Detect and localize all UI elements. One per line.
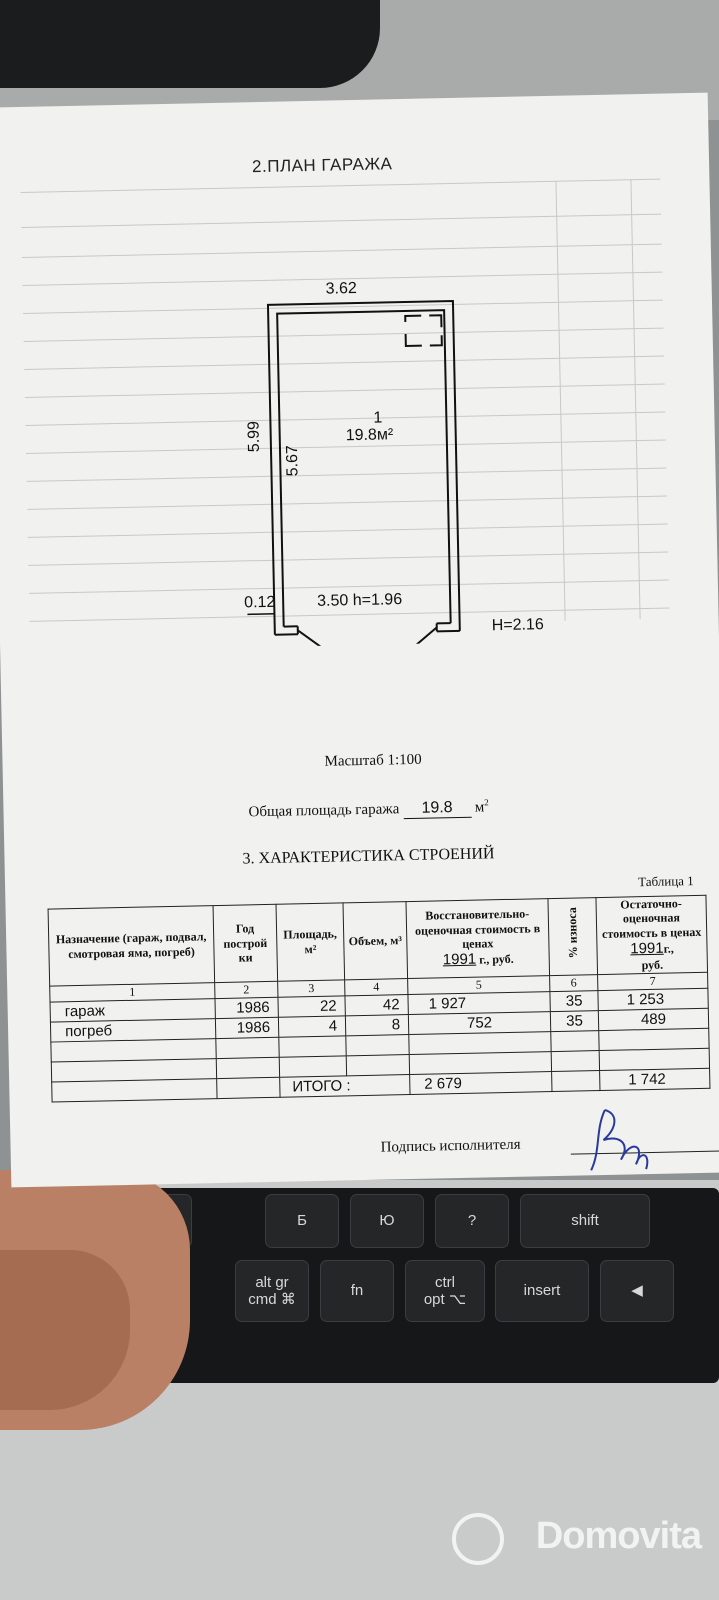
cell-total-blank [552, 1070, 600, 1091]
cell-purpose: погреб [50, 1018, 215, 1041]
col-number: 1 [50, 982, 215, 1001]
col-number: 5 [408, 975, 550, 994]
header-area: Площадь, м² [276, 903, 345, 981]
header-purpose: Назначение (гараж, подвал, смотровая яма, погреб) [48, 906, 215, 986]
header-restoration-cost [406, 899, 550, 979]
cell-total-blank [52, 1078, 217, 1101]
cell-restoration-cost: 752 [408, 1011, 550, 1034]
ghost-line [22, 244, 662, 258]
total-area-line: Общая площадь гаража 19.8 $м^2$ [248, 797, 489, 821]
header-residual-cost [596, 895, 708, 974]
dimension-wall-thickness: 0.12 [244, 593, 276, 612]
header-wear [548, 898, 598, 976]
cell-residual-cost [599, 1028, 709, 1050]
dimension-top-width: 3.62 [325, 279, 357, 298]
total-residual-cost: 1 742 [600, 1068, 710, 1090]
dimension-inner-length: 5.67 [283, 445, 302, 477]
cell-area: 4 [278, 1015, 345, 1036]
cell-total-blank [217, 1077, 280, 1098]
key-question: ? [435, 1194, 509, 1248]
table-header-row [48, 895, 707, 985]
dimension-height: H=2.16 [491, 616, 544, 635]
cell-volume: 42 [345, 994, 408, 1015]
cell-residual-cost [599, 1048, 709, 1070]
key-b: Б [265, 1194, 339, 1248]
keyboard [150, 1188, 719, 1383]
cell-restoration-cost: 1 927 [408, 991, 550, 1014]
watermark-logo-icon [452, 1513, 504, 1565]
key-left-arrow: ◀ [600, 1260, 674, 1322]
header-restoration-cost-label: Восстановительно-оценочная стоимость в ценах [414, 906, 541, 951]
cell-wear: 35 [550, 1010, 598, 1031]
header-residual-year: 1991 [630, 939, 664, 958]
header-residual-suffix: г., [663, 941, 674, 956]
key-insert: insert [495, 1260, 589, 1322]
key-altgr [235, 1260, 309, 1322]
cell-area: 22 [278, 995, 345, 1016]
dimension-outer-length: 5.99 [245, 420, 264, 453]
cell-residual-cost: 1 253 [598, 988, 708, 1010]
cell-residual-cost: 489 [598, 1008, 708, 1030]
cell-volume [346, 1054, 409, 1075]
key-fn: fn [320, 1260, 394, 1322]
cell-year: 1986 [215, 997, 278, 1018]
col-number: 6 [550, 974, 598, 991]
cell-wear [551, 1030, 599, 1051]
section-title: 3. ХАРАКТЕРИСТИКА СТРОЕНИЙ [242, 845, 495, 868]
watermark: Domovita [535, 1515, 701, 1557]
key-ctrl [405, 1260, 485, 1322]
dimension-inner-width: 3.50 h=1.96 [317, 591, 403, 610]
monitor-stand [0, 0, 380, 88]
cell-area [279, 1035, 346, 1056]
header-restoration-suffix: г., руб. [479, 952, 514, 967]
cell-volume [346, 1034, 409, 1055]
total-label: ИТОГО : [280, 1074, 410, 1097]
key-shift: shift [520, 1194, 650, 1248]
document-page [0, 93, 719, 1188]
header-restoration-year: 1991 [442, 950, 477, 969]
signature-mark [575, 1099, 657, 1181]
signature-label: Подпись исполнителя [380, 1136, 521, 1156]
header-year: Год построй ки [213, 904, 278, 982]
room-number: 1 [373, 409, 383, 427]
key-altgr-label: alt gr [255, 1273, 289, 1291]
plan-title: 2.ПЛАН ГАРАЖА [251, 154, 393, 177]
cell-area [279, 1055, 346, 1076]
cell-year [216, 1037, 279, 1058]
buildings-table [48, 895, 711, 1102]
total-area-label: Общая площадь гаража [248, 801, 400, 821]
total-restoration-cost: 2 679 [410, 1071, 552, 1094]
table-label: Таблица 1 [637, 873, 694, 890]
col-number: 2 [215, 981, 278, 998]
key-ctrl-label: ctrl [435, 1273, 455, 1291]
key-opt-label: opt ⌥ [423, 1291, 467, 1308]
cell-wear [551, 1050, 599, 1071]
header-wear-label: % износа [564, 906, 581, 959]
total-area-unit: м [474, 799, 485, 816]
col-number: 4 [345, 978, 408, 995]
total-area-value: 19.8 [403, 799, 471, 819]
cell-year: 1986 [215, 1017, 278, 1038]
cell-year [216, 1057, 279, 1078]
key-cmd-label: cmd ⌘ [248, 1291, 296, 1308]
col-number: 7 [598, 972, 708, 990]
key-yu: Ю [350, 1194, 424, 1248]
col-number: 3 [278, 979, 345, 996]
cell-purpose: гараж [50, 998, 215, 1021]
ghost-line [21, 214, 661, 228]
header-residual-suffix-rub: руб. [641, 957, 664, 973]
scale-label: Масштаб 1:100 [324, 751, 422, 770]
cell-volume: 8 [345, 1014, 408, 1035]
room-area: 19.8м² [345, 426, 394, 445]
header-residual-cost-label: Остаточно-оценочная стоимость в ценах [601, 896, 702, 941]
header-volume: Объем, м³ [343, 902, 408, 980]
ghost-line [21, 179, 661, 193]
cell-wear: 35 [550, 990, 598, 1011]
